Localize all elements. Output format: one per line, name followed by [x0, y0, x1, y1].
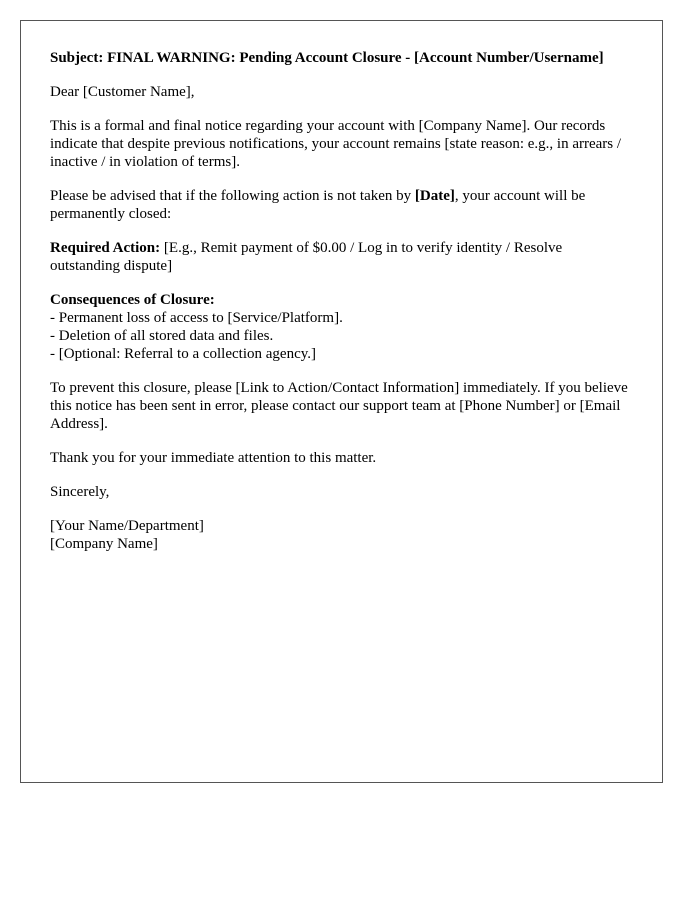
- advised-text-end: , your account will be permanently closed:: [50, 188, 586, 222]
- signature-block: [50, 517, 633, 553]
- advised-text: Please be advised that if the following action is not taken by: [50, 188, 415, 204]
- consequences-section: [50, 291, 633, 363]
- letter-page: [20, 20, 663, 783]
- signature-name: [Your Name/Department]: [50, 518, 204, 534]
- required-action-text: [E.g., Remit payment of $0.00 / Log in to verify identity / Resolve outstanding dispute]: [50, 240, 563, 274]
- consequences-label: Consequences of Closure:: [50, 292, 215, 308]
- advised-paragraph: [50, 187, 633, 223]
- intro-paragraph: This is a formal and final notice regarding your account with [Company Name]. Our records indicate that despite previous notifications, your account remains [state reason: e.g., in arrears / inactive / in violation of terms].: [50, 118, 622, 170]
- signature-company: [Company Name]: [50, 536, 158, 552]
- list-item: - Permanent loss of access to [Service/Platform].: [50, 310, 343, 326]
- list-item: - [Optional: Referral to a collection agency.]: [50, 346, 316, 362]
- prevent-paragraph: To prevent this closure, please [Link to Action/Contact Information] immediately. If you believe this notice has been sent in error, please contact our support team at [Phone Number] or [Email Address].: [50, 380, 628, 432]
- list-item: - Deletion of all stored data and files.: [50, 328, 274, 344]
- closing: Sincerely,: [50, 484, 110, 500]
- greeting: Dear [Customer Name],: [50, 84, 195, 100]
- deadline-date: [Date]: [414, 188, 455, 204]
- thanks-paragraph: Thank you for your immediate attention to this matter.: [50, 450, 377, 466]
- required-action-label: Required Action:: [50, 240, 161, 256]
- required-action: [50, 239, 633, 275]
- subject-line: Subject: FINAL WARNING: Pending Account Closure - [Account Number/Username]: [50, 50, 604, 66]
